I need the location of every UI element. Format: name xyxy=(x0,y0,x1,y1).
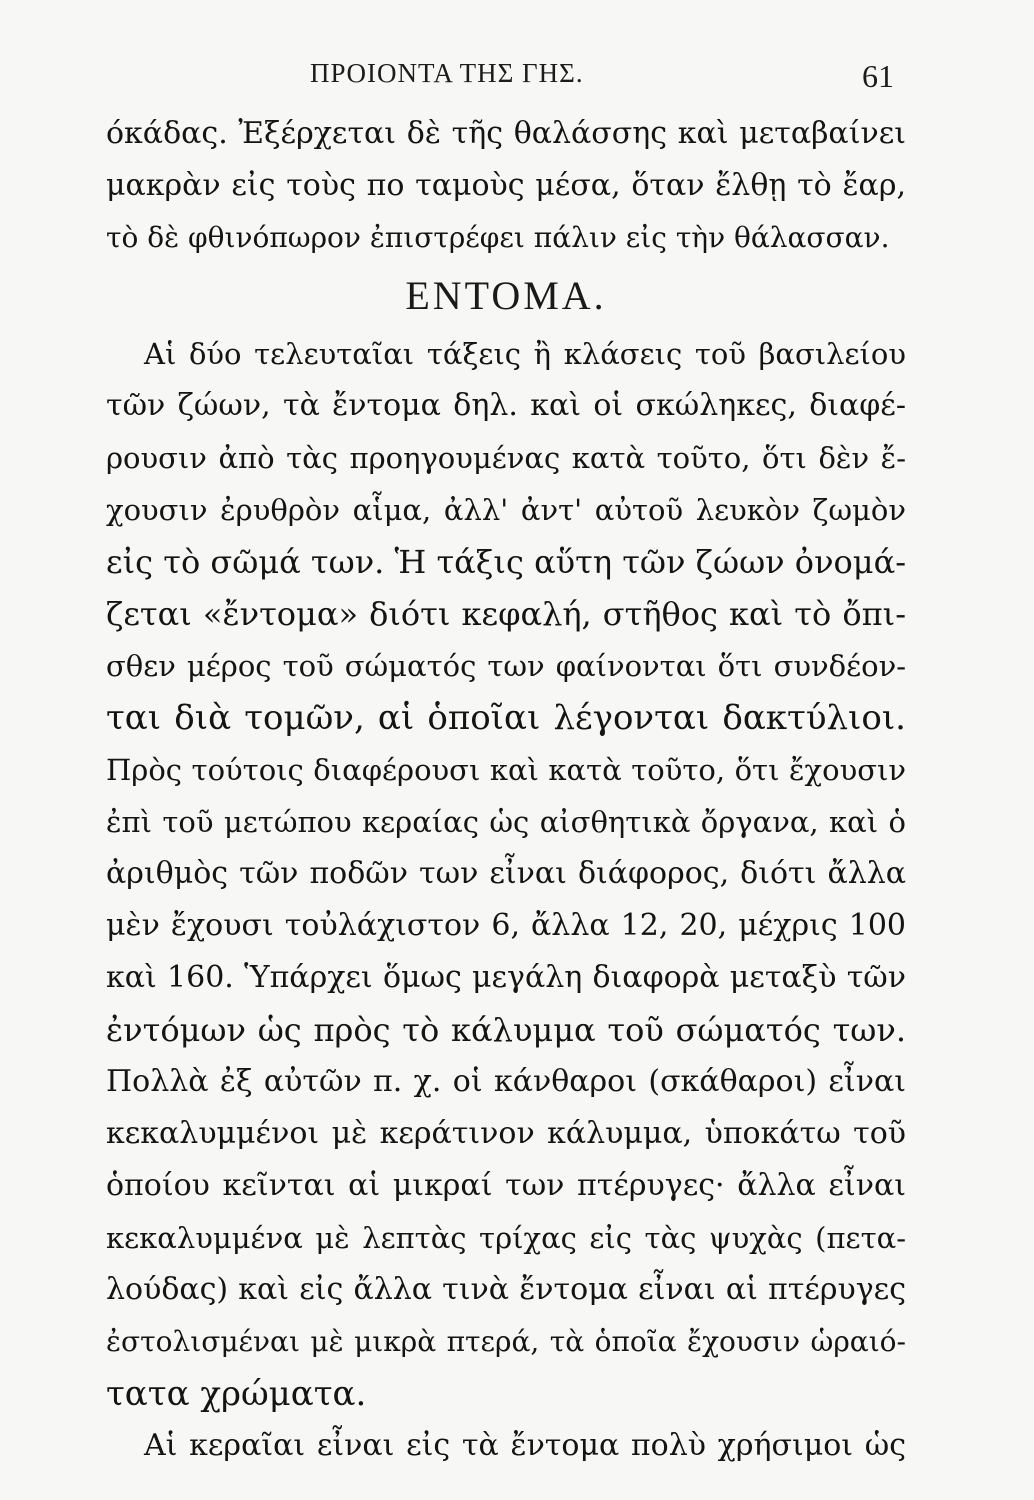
text-line: μακρὰν εἰς τοὺς πο ταμοὺς μέσα, ὅταν ἔλθῃ τὸ ἔαρ, xyxy=(106,168,906,203)
text-line: εἰς τὸ σῶμά των. Ἡ τάξις αὕτη τῶν ζώων ὀνομά- xyxy=(106,543,906,581)
text-line: καὶ 160. Ὑπάρχει ὅμως μεγάλη διαφορὰ μεταξὺ τῶν xyxy=(106,960,906,995)
text-line: ἐντόμων ὡς πρὸς τὸ κάλυμμα τοῦ σώματός των. xyxy=(106,1011,906,1049)
text-line: ται διὰ τομῶν, αἱ ὁποῖαι λέγονται δακτύλιοι. xyxy=(106,698,906,738)
text-line: ζεται «ἔντομα» διότι κεφαλή, στῆθος καὶ τὸ ὄπι- xyxy=(106,595,906,633)
text-line: χουσιν ἐρυθρὸν αἷμα, ἀλλ' ἀντ' αὐτοῦ λευκὸν ζωμὸν xyxy=(106,493,906,527)
text-line: ἐστολισμέναι μὲ μικρὰ πτερά, τὰ ὁποῖα ἔχουσιν ὡραιό- xyxy=(106,1325,906,1358)
running-title: ΠΡΟΙΟΝΤΑ ΤΗΣ ΓΗΣ. xyxy=(310,58,584,88)
text-line: Αἱ κεραῖαι εἶναι εἰς τὰ ἔντομα πολὺ χρήσιμοι ὡς xyxy=(144,1428,906,1463)
text-line: λούδας) καὶ εἰς ἄλλα τινὰ ἔντομα εἶναι αἱ πτέρυγες xyxy=(106,1272,906,1307)
text-line: μὲν ἔχουσι τοὐλάχιστον 6, ἄλλα 12, 20, μέχρις 100 xyxy=(106,908,906,943)
text-line: κεκαλυμμένοι μὲ κεράτινον κάλυμμα, ὑποκάτω τοῦ xyxy=(106,1116,906,1151)
text-line: Πρὸς τούτοις διαφέρουσι καὶ κατὰ τοῦτο, ὅτι ἔχουσιν xyxy=(106,753,906,787)
section-heading: ΕΝΤΟΜΑ. xyxy=(405,273,607,318)
text-line: κεκαλυμμένα μὲ λεπτὰς τρίχας εἰς τὰς ψυχὰς (πετα- xyxy=(106,1221,906,1255)
page-number: 61 xyxy=(862,58,894,94)
text-line: ρουσιν ἀπὸ τὰς προηγουμένας κατὰ τοῦτο, ὅτι δὲν ἔ- xyxy=(106,441,906,475)
text-line: ἐπὶ τοῦ μετώπου κεραίας ὡς αἰσθητικὰ ὄργανα, καὶ ὁ xyxy=(106,805,906,839)
text-line: ἀριθμὸς τῶν ποδῶν των εἶναι διάφορος, διότι ἄλλα xyxy=(106,856,906,891)
text-line: τατα χρώματα. xyxy=(106,1374,367,1414)
text-line: σθεν μέρος τοῦ σώματός των φαίνονται ὅτι συνδέον- xyxy=(106,649,906,683)
text-line: τὸ δὲ φθινόπωρον ἐπιστρέφει πάλιν εἰς τὴν θάλασσαν. xyxy=(106,221,890,254)
text-line: ὁποίου κεῖνται αἱ μικραί των πτέρυγες· ἄλλα εἶναι xyxy=(106,1168,906,1203)
text-line: Πολλὰ ἐξ αὐτῶν π. χ. οἱ κάνθαροι (σκάθαροι) εἶναι xyxy=(106,1064,906,1099)
text-line: τῶν ζώων, τὰ ἔντομα δηλ. καὶ οἱ σκώληκες, διαφέ- xyxy=(106,388,906,423)
text-line: Αἱ δύο τελευταῖαι τάξεις ἢ κλάσεις τοῦ βασιλείου xyxy=(144,337,906,371)
text-block xyxy=(106,108,906,1472)
text-line: όκάδας. Ἐξέρχεται δὲ τῆς θαλάσσης καὶ μεταβαίνει xyxy=(106,116,906,151)
